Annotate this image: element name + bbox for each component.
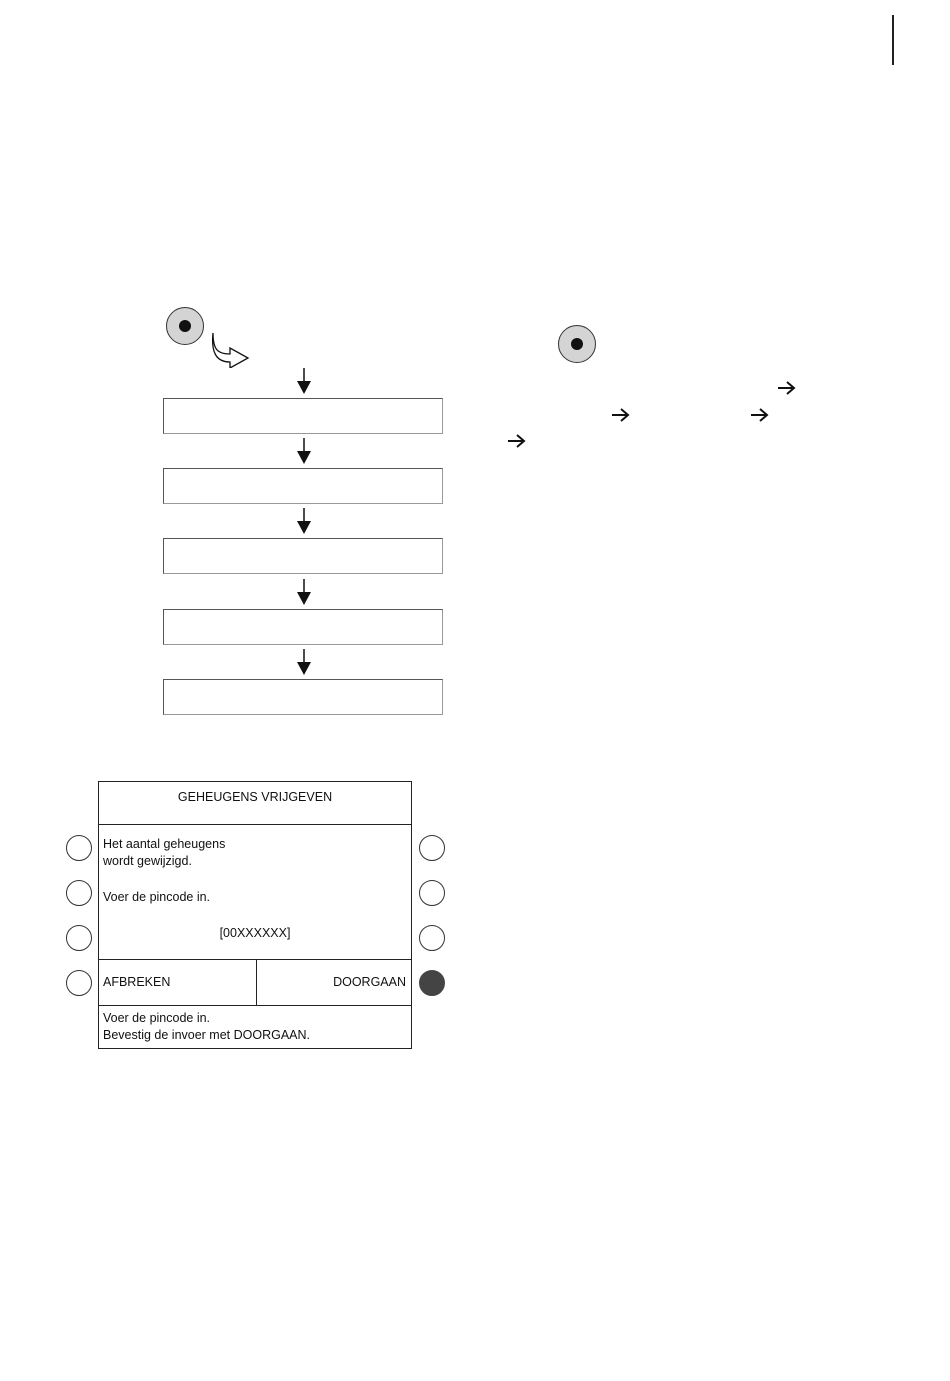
pin-input-value[interactable]: [00XXXXXX] bbox=[219, 926, 291, 940]
message-line-2: wordt gewijzigd. bbox=[103, 854, 192, 868]
right-softkey-2[interactable] bbox=[419, 880, 445, 906]
control-knob-icon bbox=[558, 325, 596, 363]
left-softkey-3[interactable] bbox=[66, 925, 92, 951]
right-softkey-1[interactable] bbox=[419, 835, 445, 861]
down-arrow-icon bbox=[297, 579, 311, 605]
right-arrow-icon bbox=[777, 381, 797, 395]
flow-step-1 bbox=[163, 398, 443, 434]
continue-softkey-button[interactable] bbox=[419, 970, 445, 996]
softkey-row bbox=[99, 960, 411, 1006]
control-knob-icon bbox=[166, 307, 204, 345]
flow-step-5 bbox=[163, 679, 443, 715]
right-arrow-icon bbox=[507, 434, 527, 448]
flow-step-3 bbox=[163, 538, 443, 574]
display-body bbox=[99, 825, 411, 960]
down-arrow-icon bbox=[297, 368, 311, 394]
margin-bar bbox=[892, 15, 894, 65]
down-arrow-icon bbox=[297, 438, 311, 464]
right-arrow-icon bbox=[750, 408, 770, 422]
flow-step-2 bbox=[163, 468, 443, 504]
pin-prompt: Voer de pincode in. bbox=[103, 890, 211, 904]
help-line-2: Bevestig de invoer met DOORGAAN. bbox=[103, 1028, 311, 1042]
softkey-divider bbox=[256, 960, 257, 1005]
left-softkey-1[interactable] bbox=[66, 835, 92, 861]
down-arrow-icon bbox=[297, 508, 311, 534]
display-title: GEHEUGENS VRIJGEVEN bbox=[177, 790, 333, 804]
turn-arrow-icon bbox=[210, 330, 252, 368]
right-softkey-3[interactable] bbox=[419, 925, 445, 951]
display-header bbox=[99, 782, 411, 825]
cancel-softkey-button[interactable] bbox=[66, 970, 92, 996]
device-display bbox=[98, 781, 412, 1049]
cancel-softkey-label[interactable]: AFBREKEN bbox=[103, 975, 171, 989]
message-line-1: Het aantal geheugens bbox=[103, 837, 226, 851]
continue-softkey-label[interactable]: DOORGAAN bbox=[333, 975, 406, 989]
flow-step-4 bbox=[163, 609, 443, 645]
down-arrow-icon bbox=[297, 649, 311, 675]
help-line-1: Voer de pincode in. bbox=[103, 1011, 211, 1025]
left-softkey-2[interactable] bbox=[66, 880, 92, 906]
right-arrow-icon bbox=[611, 408, 631, 422]
